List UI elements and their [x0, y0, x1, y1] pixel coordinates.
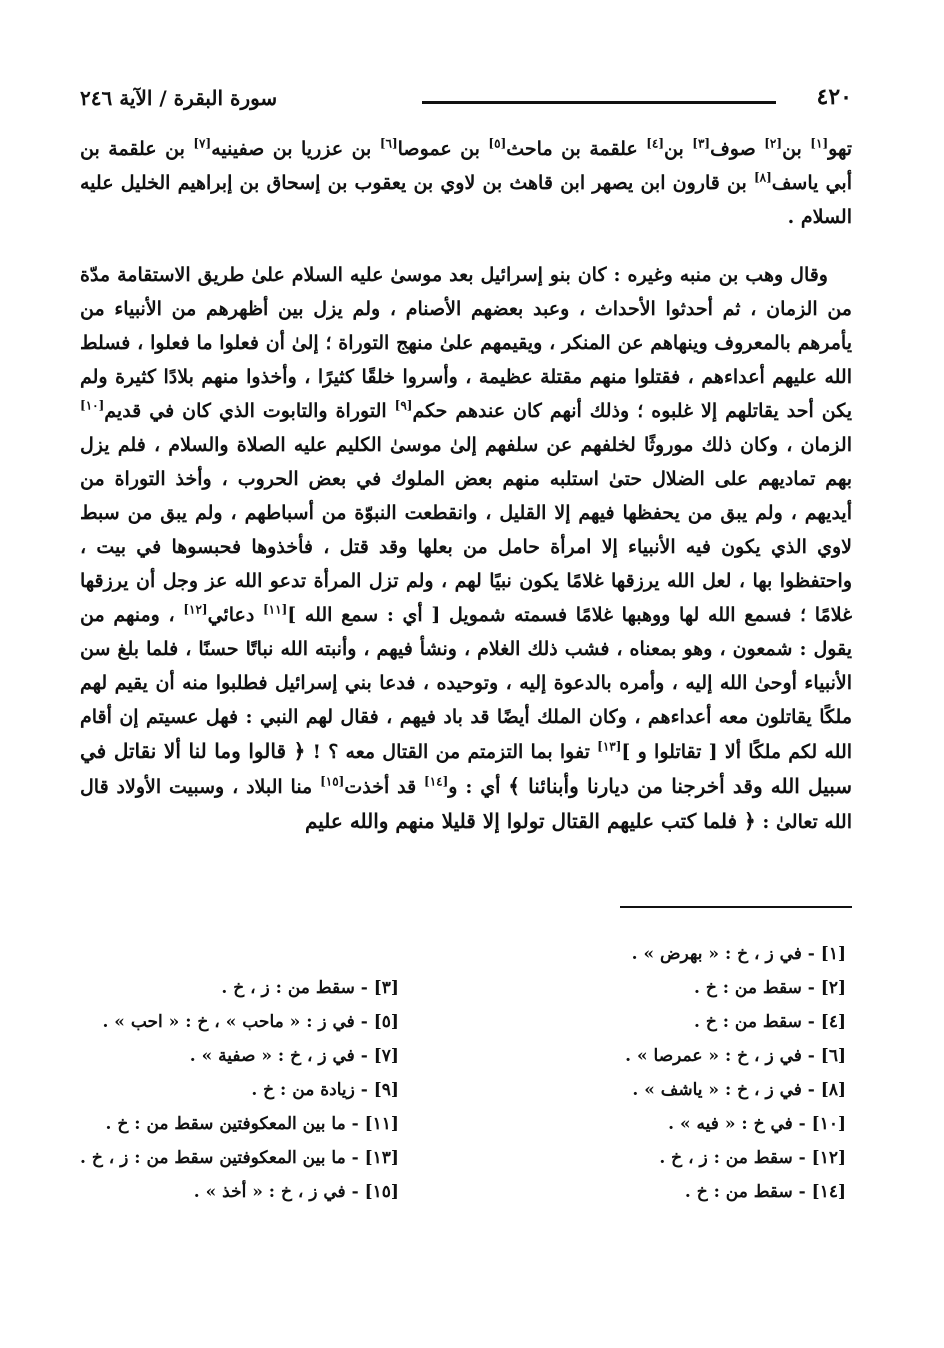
- footnote: [١] - في ز ، خ : « بهرض » .: [631, 944, 846, 964]
- running-title: سورة البقرة / الآية ٢٤٦: [80, 86, 278, 110]
- footnote: [٦] - في ز ، خ : « عمرصا » .: [625, 1046, 846, 1066]
- body-text: [80, 132, 852, 839]
- footnote: [١٠] - في خ : « فيه » .: [668, 1114, 846, 1134]
- footnote: [١٣] - ما بين المعكوفتين سقط من : ز ، خ .: [80, 1148, 399, 1168]
- footnote-ref: [٧]: [193, 136, 212, 151]
- footnote-ref: [١٠]: [80, 398, 105, 413]
- footnote: [٧] - في ز ، خ : « صفية » .: [189, 1046, 399, 1066]
- main-paragraph: وقال وهب بن منبه وغيره : كان بنو إسرائيل بعد موسىٰ عليه السلام علىٰ طريق الاستقامة مدّة من الزمان ، ثم أحدثوا الأحداث ، وعبد بعضهم الأصنام ، ولم يزل بين أظهرهم من الأنبياء من يأمرهم بالمعروف وينهاهم عن المنكر ، ويقيمهم علىٰ منهج التوراة ؛ إلىٰ أن فعلوا ما فعلوا ، فسلط الله عليهم أعداءهم ، فقتلوا منهم مقتلة عظيمة ، وأسروا خلقًا كثيرًا ، وأخذوا منهم بلادًا كثيرة ولم يكن أحد يقاتلهم إلا غلبوه ؛ وذلك أنهم كان عندهم حكم[٩] التوراة والتابوت الذي كان في قديم[١٠] الزمان ، وكان ذلك موروثًا لخلفهم عن سلفهم إلىٰ موسىٰ الكليم عليه الصلاة والسلام ، فلم يزل بهم تماديهم على الضلال حتىٰ استلبه منهم بعض الملوك في بعض الحروب ، وأخذ التوراة من أيديهم ، ولم يبق من يحفظها فيهم إلا القليل ، وانقطعت النبوّة من أسباطهم ، ولم يبق من سبط لاوي الذي يكون فيه الأنبياء إلا امرأة حامل من بعلها وقد قتل ، فأخذوها فحبسوها في بيت ، واحتفظوا بها ، لعل الله يرزقها غلامًا يكون نبيًا لهم ، ولم تزل المرأة تدعو الله عز وجل أن يرزقها غلامًا ؛ فسمع الله لها ووهبها غلامًا فسمته شمويل [ أي : سمع الله ][١١] دعائي[١٢] ، ومنهم من يقول : شمعون ، وهو بمعناه ، فشب ذلك الغلام ، ونشأ فيهم ، وأنبته الله نباتًا حسنًا ، فلما بلغ سن الأنبياء أوحىٰ الله إليه ، وأمره بالدعوة إليه ، وتوحيده ، فدعا بني إسرائيل فطلبوا منه أن يقيم لهم ملكًا يقاتلون معه أعداءهم ، وكان الملك أيضًا قد باد فيهم ، فقال لهم النبي : فهل عسيتم إن أقام الله لكم ملكًا ألا [ تقاتلوا و ][١٣] تفوا بما التزمتم من القتال معه ؟ ! ﴿ قالوا وما لنا ألا نقاتل في سبيل الله وقد أخرجنا من ديارنا وأبنائنا ﴾ أي : و[١٤] قد أخذت[١٥] منا البلاد ، وسبيت الأولاد قال الله تعالىٰ : ﴿ فلما كتب عليهم القتال تولوا إلا قليلا منهم والله عليم: [80, 264, 853, 833]
- quran-verse: ﴿ فلما كتب عليهم القتال تولوا إلا قليلا منهم والله عليم: [304, 809, 756, 833]
- footnote: [٩] - زيادة من : خ .: [251, 1080, 399, 1100]
- footnote-ref: [٢]: [764, 136, 783, 151]
- header-rule: [422, 101, 776, 104]
- footnote-ref: [١٤]: [424, 774, 449, 789]
- quran-verse: ﴿ قالوا وما لنا ألا نقاتل في سبيل الله وقد أخرجنا من ديارنا وأبنائنا ﴾: [80, 739, 852, 798]
- footnote-ref: [٣]: [692, 136, 711, 151]
- footnote-empty-slot: [80, 944, 495, 978]
- genealogy-paragraph: تهو[١] بن[٢] صوف[٣] بن[٤] علقمة بن ماحث[٥] بن عموصا[٦] بن عزريا بن صفينيه[٧] بن علقمة بن أبي ياسف[٨] بن قارون ابن يصهر ابن قاهث بن لاوي بن يعقوب بن إسحاق بن إبراهيم الخليل عليه السلام .: [80, 136, 853, 228]
- footnote: [٣] - سقط من : ز ، خ .: [221, 978, 399, 998]
- footnote-separator: [620, 906, 852, 908]
- footnote: [٥] - في ز : « ماحب » ، خ : « احب » .: [102, 1012, 399, 1032]
- footnote: [١٢] - سقط من : ز ، خ .: [659, 1148, 846, 1168]
- page-number: ٤٢٠: [816, 84, 852, 110]
- footnote: [١١] - ما بين المعكوفتين سقط من : خ .: [105, 1114, 399, 1134]
- footnote: [١٤] - سقط من : خ .: [684, 1182, 846, 1202]
- footnote-ref: [١]: [810, 136, 829, 151]
- footnote-ref: [١٥]: [320, 774, 345, 789]
- footnote: [٨] - في ز ، خ : « ياشف » .: [632, 1080, 846, 1100]
- footnote: [٤] - سقط من : خ .: [694, 1012, 846, 1032]
- footnote-ref: [١١]: [262, 602, 288, 617]
- footnotes: [80, 944, 852, 1216]
- footnote-ref: [٨]: [753, 170, 772, 185]
- footnote-ref: [٤]: [646, 136, 665, 151]
- footnote-ref: [١٣]: [597, 739, 622, 754]
- page-header: [80, 84, 852, 124]
- footnote: [٢] - سقط من : خ .: [694, 978, 846, 998]
- footnote-ref: [٥]: [488, 136, 507, 151]
- footnote-ref: [٩]: [394, 398, 413, 413]
- footnote-ref: [١٢]: [183, 602, 208, 617]
- footnote: [١٥] - في ز ، خ : « أخذ » .: [193, 1182, 399, 1202]
- footnote-ref: [٦]: [379, 136, 398, 151]
